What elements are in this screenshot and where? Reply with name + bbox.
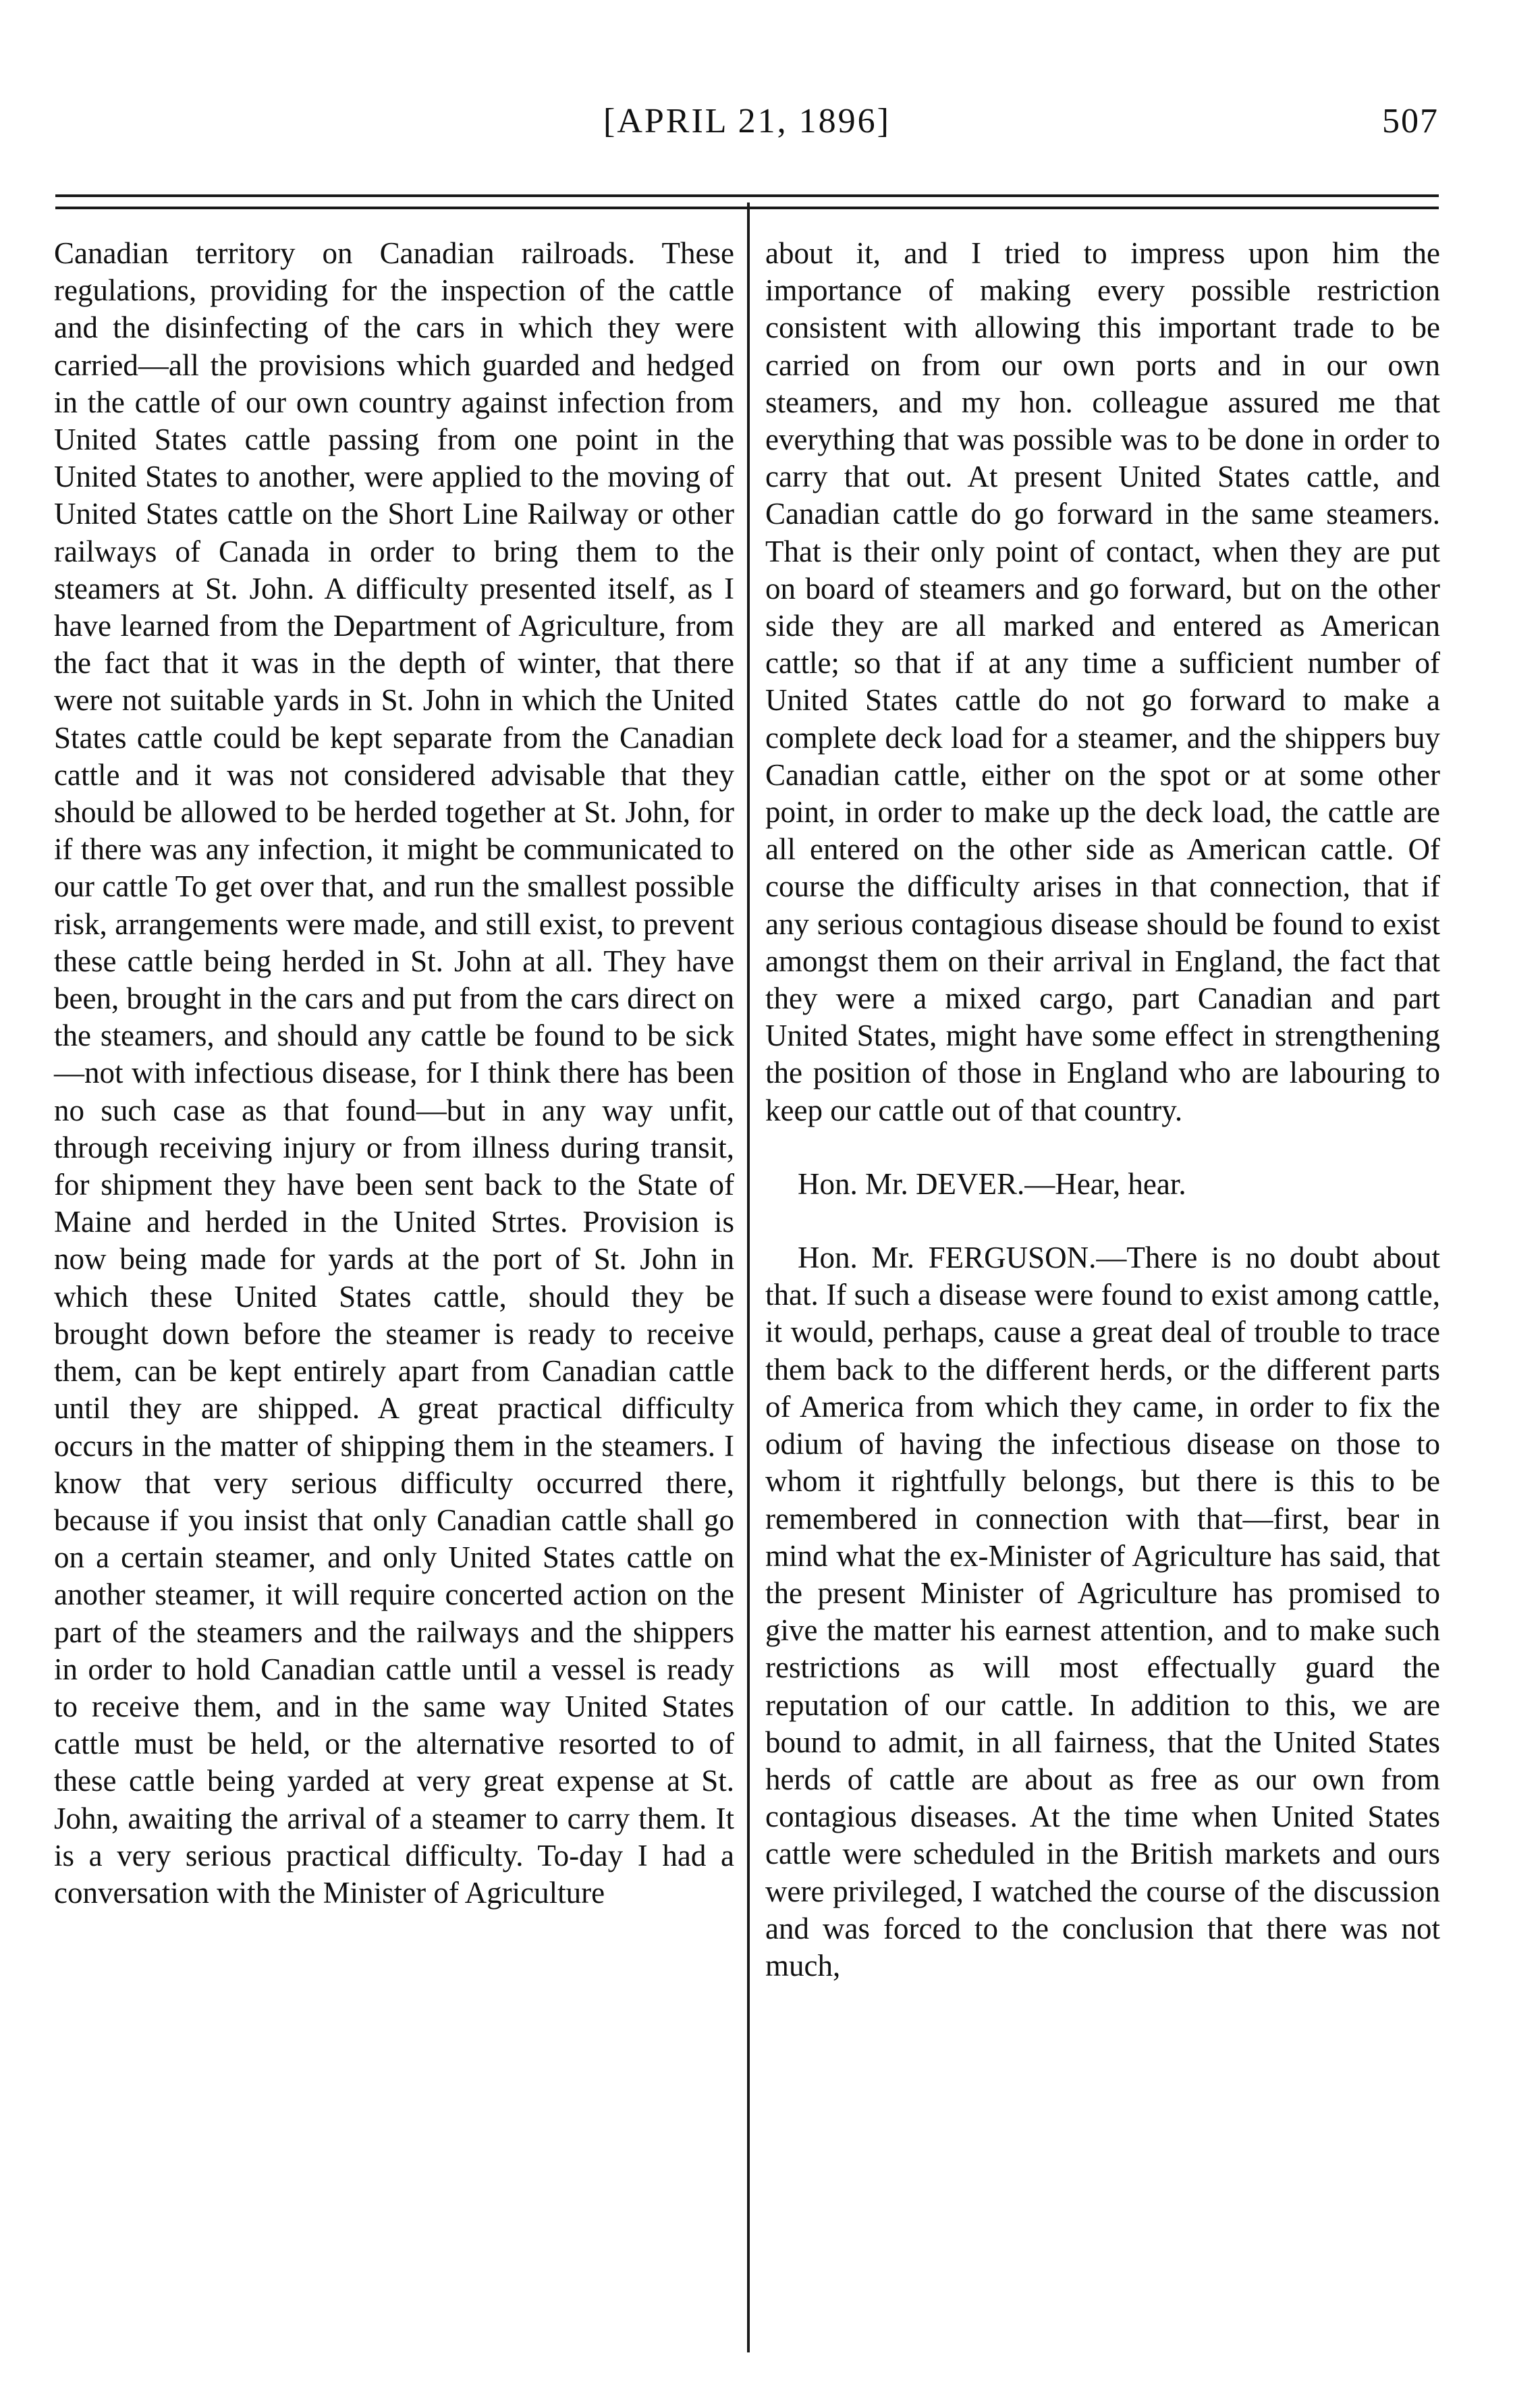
column-divider bbox=[747, 203, 750, 2352]
header-rule-top bbox=[55, 194, 1439, 197]
running-head-date: [APRIL 21, 1896] bbox=[603, 102, 891, 140]
left-column bbox=[54, 235, 734, 1912]
ferguson-speech: Hon. Mr. FERGUSON.—There is no doubt about that. If such a disease were found to exist among cattle, it would, perhaps, cause a great deal of trouble to trace them back to the different herds, or the different parts of America from which they came, in order to fix the odium of having the infectious disease on those to whom it rightfully belongs, but there is this to be remembered in connection with that—first, bear in mind what the ex-Minister of Agriculture has said, that the present Minister of Agriculture has promised to give the matter his earnest attention, and to make such restrictions as will most effectually guard the reputation of our cattle. In addition to this, we are bound to admit, in all fairness, that the United States herds of cattle are about as free as our own from contagious diseases. At the time when United States cattle were scheduled in the British markets and ours were privileged, I watched the course of the discussion and was forced to the conclusion that there was not much, bbox=[765, 1241, 1440, 1983]
right-column-paragraph: about it, and I tried to impress upon him the importance of making every possible restriction consistent with allowing this important trade to be carried on from our own ports and in our own steamers, and my hon. colleague assured me that everything that was possible was to be done in order to carry that out. At present United States cattle, and Canadian cattle do go forward in the same steamers. That is their only point of contact, when they are put on board of steamers and go forward, but on the other side they are all marked and entered as American cattle; so that if at any time a sufficient number of United States cattle do not go forward to make a complete deck load for a steamer, and the shippers buy Canadian cattle, either on the spot or at some other point, in order to make up the deck load, the cattle are all entered on the other side as American cattle. Of course the difficulty arises in that connection, that if any serious contagious disease should be found to exist amongst them on their arrival in England, the fact that they were a mixed cargo, part Canadian and part United States, might have some effect in strengthening the position of those in England who are labouring to keep our cattle out of that country. bbox=[765, 236, 1440, 1127]
left-column-paragraph: Canadian territory on Canadian railroads. These regulations, providing for the inspection of the cattle and the disinfecting of the cars in which they were carried—all the provisions which guarded and hedged in the cattle of our own country against infection from United States cattle passing from one point in the United States to another, were applied to the moving of United States cattle on the Short Line Railway or other railways of Canada in order to bring them to the steamers at St. John. A difficulty presented itself, as I have learned from the Department of Agriculture, from the fact that it was in the depth of winter, that there were not suitable yards in St. John in which the United States cattle could be kept separate from the Canadian cattle and it was not considered advisable that they should be allowed to be herded together at St. John, for if there was any infection, it might be communicated to our cattle To get over that, and run the smallest possible risk, arrangements were made, and still exist, to prevent these cattle being herded in St. John at all. They have been, brought in the cars and put from the cars direct on the steamers, and should any cattle be found to be sick—not with infectious disease, for I think there has been no such case as that found—but in any way unfit, through receiving injury or from illness during transit, for shipment they have been sent back to the State of Maine and herded in the United Strtes. Provision is now being made for yards at the port of St. John in which these United States cattle, should they be brought down before the steamer is ready to receive them, can be kept entirely apart from Canadian cattle until they are shipped. A great practical difficulty occurs in the matter of shipping them in the steamers. I know that very serious difficulty occurred there, because if you insist that only Canadian cattle shall go on a certain steamer, and only United States cattle on another steamer, it will require concerted action on the part of the steamers and the railways and the shippers in order to hold Canadian cattle until a vessel is ready to receive them, and in the same way United States cattle must be held, or the alternative resorted to of these cattle being yarded at very great expense at St. John, awaiting the arrival of a steamer to carry them. It is a very serious practical difficulty. To-day I had a conversation with the Minister of Agriculture bbox=[54, 236, 734, 1910]
dever-interjection: Hon. Mr. DEVER.—Hear, hear. bbox=[798, 1166, 1186, 1201]
right-column bbox=[765, 235, 1440, 1985]
page-number: 507 bbox=[1382, 102, 1439, 140]
page-header bbox=[55, 101, 1439, 155]
